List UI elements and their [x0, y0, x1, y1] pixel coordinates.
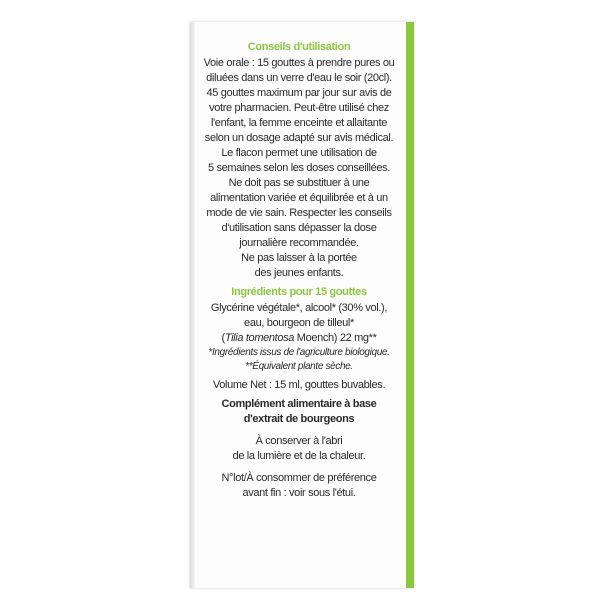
footnote-organic: *Ingrédients issus de l'agriculture biologique.	[208, 347, 390, 358]
ingredients-line: eau, bourgeon de tilleul*	[244, 317, 354, 329]
usage-advice-heading: Conseils d'utilisation	[247, 41, 351, 53]
species-latin-name: Tilia tomentosa	[224, 332, 295, 344]
ingredients-species-line	[202, 331, 396, 346]
usage-line: Ne pas laisser à la portée	[241, 252, 357, 264]
usage-line: selon un dosage adapté sur avis médical.	[204, 132, 394, 144]
box-fold-shadow	[190, 22, 195, 588]
usage-line: alimentation variée et équilibrée et à un	[210, 192, 388, 204]
species-open-paren: (	[221, 332, 225, 344]
usage-line: 45 gouttes maximum par jour sur avis de	[206, 87, 392, 99]
usage-line: Le flacon permet une utilisation de	[221, 147, 377, 159]
lot-info-line: N°lot/À consommer de préférence	[221, 472, 377, 484]
usage-line: Ne doit pas se substituer à une	[228, 177, 370, 189]
usage-line: l'enfant, la femme enceinte et allaitante	[210, 117, 388, 129]
footnote-dry-plant: **Équivalent plante sèche.	[245, 361, 353, 372]
label-text-block	[202, 40, 396, 501]
usage-line: mode de vie sain. Respecter les conseils	[206, 207, 392, 219]
usage-line: 5 semaines selon les doses conseillées.	[207, 162, 390, 174]
storage-line: À conserver à l'abri	[255, 435, 343, 447]
usage-line: d'utilisation sans dépasser la dose	[221, 222, 377, 234]
net-volume: Volume Net : 15 ml, gouttes buvables.	[212, 379, 386, 391]
usage-line: Voie orale : 15 gouttes à prendre pures ou	[203, 57, 395, 69]
product-type-title: d'extrait de bourgeons	[243, 413, 355, 425]
green-accent-stripe	[406, 22, 414, 588]
usage-line: journalière recommandée.	[239, 237, 359, 249]
lot-info-line: avant fin : voir sous l'étui.	[242, 487, 356, 499]
product-type-title: Complément alimentaire à base	[221, 398, 377, 410]
usage-line: diluées dans un verre d'eau le soir (20cl).	[206, 72, 392, 84]
product-box-side	[190, 22, 414, 588]
ingredients-heading: Ingrédients pour 15 gouttes	[231, 286, 367, 298]
storage-line: de la lumière et de la chaleur.	[232, 450, 366, 462]
usage-line: des jeunes enfants.	[254, 267, 344, 279]
species-dosage: Moench) 22 mg**	[294, 332, 377, 344]
ingredients-line: Glycérine végétale*, alcool* (30% vol.),	[210, 302, 388, 314]
usage-line: votre pharmacien. Peut-être utilisé chez	[209, 102, 389, 114]
